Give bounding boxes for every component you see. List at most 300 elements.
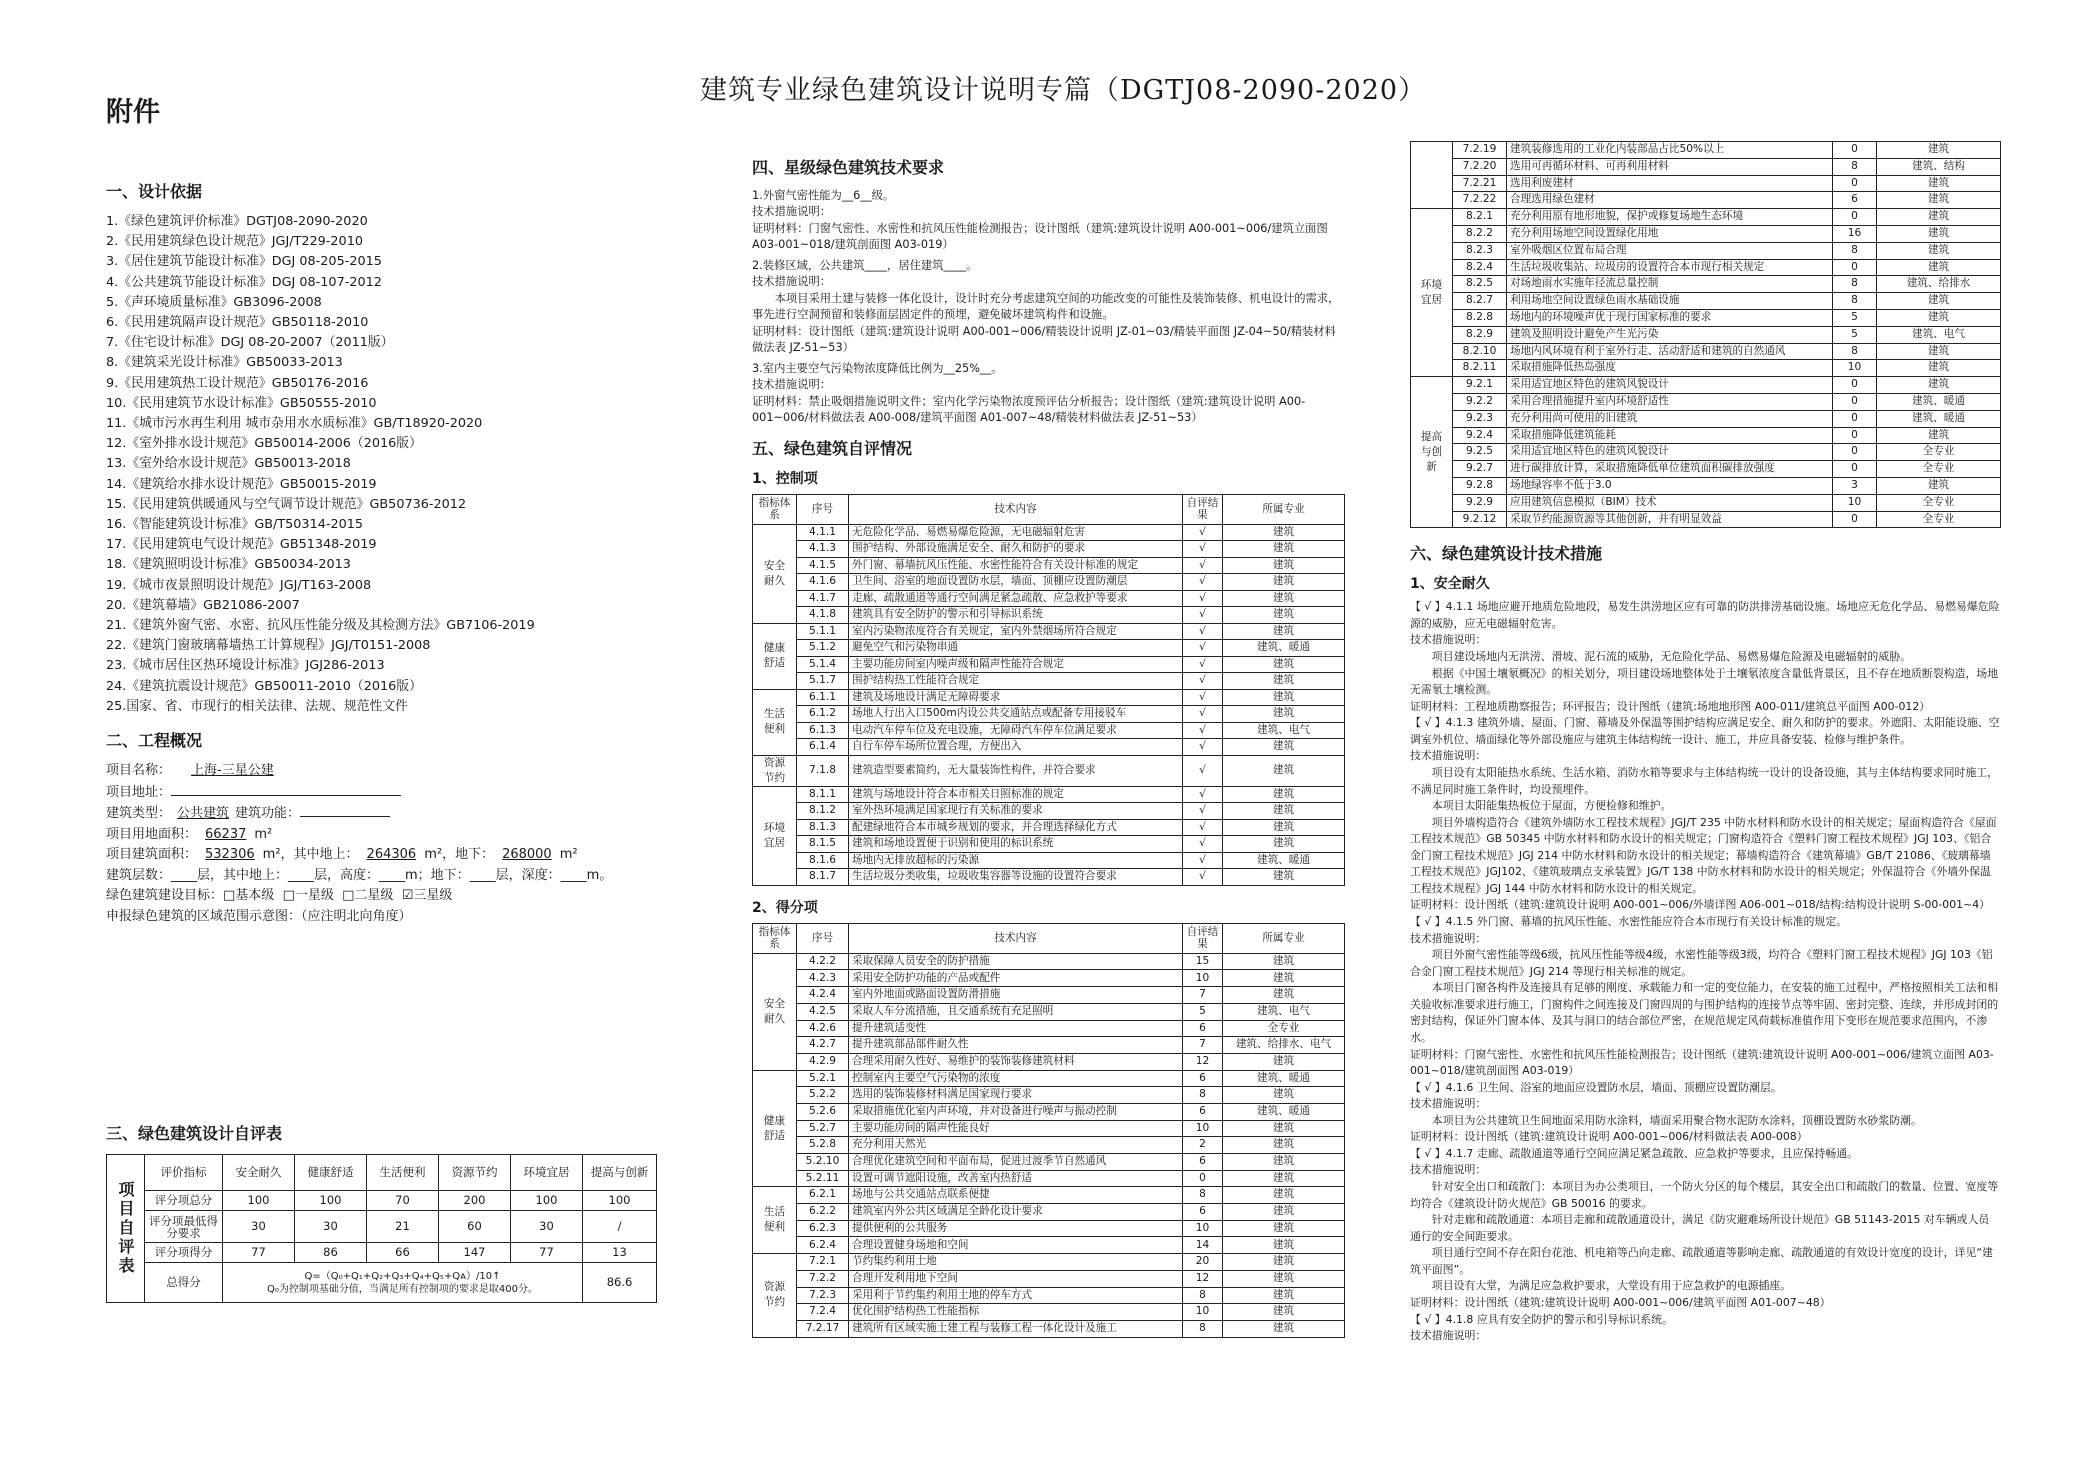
text-line: 3.室内主要空气污染物浓度降低比例为__25%__。 (752, 361, 1003, 375)
col-header: 环境宜居 (511, 1155, 583, 1191)
table-cell: 建筑 (1877, 225, 2001, 242)
table-cell: 建筑 (1223, 557, 1345, 574)
table-row (753, 640, 1345, 657)
underground-label: ，地下： (442, 847, 495, 863)
table-cell: √ (1183, 869, 1223, 886)
table-cell: 建筑 (1223, 1220, 1345, 1237)
list-item: 11.《城市污水再生利用 城市杂用水水质标准》GB/T18920-2020 (106, 416, 483, 432)
scope-line: 申报绿色建筑的区域范围示意图：（应注明北向角度） (106, 908, 412, 924)
page-title: 建筑专业绿色建筑设计说明专篇（DGTJ08-2090-2020） (700, 75, 1427, 106)
text-line: 项目设有大堂，为满足应急救护要求，大堂设有用于应急救护的电源插座。 (1431, 1279, 1792, 1293)
table-cell: 采用合理措施提升室内环境舒适性 (1507, 393, 1833, 410)
table-cell: 建筑 (1223, 656, 1345, 673)
table-cell: 20 (1183, 1254, 1223, 1271)
table-cell: 4.1.8 (797, 607, 849, 624)
group-label: 健康舒适 (753, 1070, 797, 1187)
table-row (753, 574, 1345, 591)
table-cell: 采取措施降低建筑能耗 (1507, 427, 1833, 444)
table-cell: 建筑 (1223, 953, 1345, 970)
table-cell: 评分项总分 (145, 1191, 223, 1211)
table-cell: 建筑 (1223, 1154, 1345, 1171)
table-cell: 选用可再循环材料、可再利用材料 (1507, 158, 1833, 175)
table-cell: 5.1.7 (797, 673, 849, 690)
table-cell: 全专业 (1877, 511, 2001, 528)
table-cell: 5.2.11 (797, 1170, 849, 1187)
table-row (1411, 393, 2001, 410)
table-row (753, 1120, 1345, 1137)
table-cell: 合理设置健身场地和空间 (849, 1237, 1183, 1254)
table-cell: 利用场地空间设置绿色雨水基础设施 (1507, 293, 1833, 310)
table-cell: 4.1.5 (797, 557, 849, 574)
table-cell: √ (1183, 755, 1223, 786)
project-address-blank (171, 782, 401, 796)
table-cell: 4.2.5 (797, 1003, 849, 1020)
table-cell: 8.1.6 (797, 852, 849, 869)
section3-heading: 三、绿色建筑设计自评表 (106, 1124, 283, 1143)
table-row (753, 1070, 1345, 1087)
text-line: 【 √ 】4.1.7 走廊、疏散通道等通行空间应满足紧急疏散、应急救护等要求，且应保持畅通。 (1410, 1146, 1858, 1160)
table-cell: 8.2.9 (1453, 326, 1507, 343)
table-cell: 9.2.2 (1453, 393, 1507, 410)
col-header: 技术内容 (849, 494, 1183, 524)
table-cell: 9.2.9 (1453, 494, 1507, 511)
text-line: 证明材料：设计图纸（建筑:建筑设计说明 A00-001~006/建筑平面图 A01-007~48） (1410, 1295, 1831, 1309)
table-cell: 全专业 (1877, 444, 2001, 461)
table-cell: 建筑、电气 (1223, 722, 1345, 739)
table-cell: 无危险化学品、易燃易爆危险源，无电磁辐射危害 (849, 524, 1183, 541)
table-cell: 评分项得分 (145, 1243, 223, 1263)
section4-heading: 四、星级绿色建筑技术要求 (752, 158, 945, 177)
text-line: 本项目采用土建与装修一体化设计，设计时充分考虑建筑空间的功能改变的可能性及装饰装修、机电设计的需求，事先进行空洞预留和装修面层固定件的预埋，避免破坏建筑构件和设施。 (752, 291, 1340, 322)
table-cell: 5.2.1 (797, 1070, 849, 1087)
table-row (753, 819, 1345, 836)
table-cell: 合理采用耐久性好、易维护的装饰装修建筑材料 (849, 1053, 1183, 1070)
table-cell: 采取措施优化室内声环境，并对设备进行噪声与振动控制 (849, 1103, 1183, 1120)
table-cell: 建筑 (1223, 524, 1345, 541)
table-cell: √ (1183, 640, 1223, 657)
table-cell: 0 (1833, 377, 1877, 394)
list-item: 15.《民用建筑供暖通风与空气调节设计规范》GB50736-2012 (106, 496, 467, 512)
table-cell: 建筑 (1877, 360, 2001, 377)
table-cell: 建筑 (1223, 1237, 1345, 1254)
table-cell: 建筑 (1877, 175, 2001, 192)
table-cell: 生活垃圾收集站、垃圾房的设置符合本市现行相关规定 (1507, 259, 1833, 276)
table-cell: √ (1183, 623, 1223, 640)
table-row (753, 852, 1345, 869)
list-item: 18.《建筑照明设计标准》GB50034-2013 (106, 557, 351, 573)
text-line: 项目外墙构造符合《建筑外墙防水工程技术规程》JGJ/T 235 中防水材料和防水设计的相关规定；屋面构造符合《屋面工程技术规范》GB 50345 中防水材料和防水设计的相关规定；门窗构造符合《塑料门窗工程技术规程》JGJ 103、《铝合金门窗工程技术规范》JGJ 214 中防水材料和防水设计的相关规定；幕墙构造符合《建筑幕墙》GB/T 21086、《玻璃幕墙工程技术规范》JGJ102、《建筑玻璃点支承装置》JG/T 138 中防水材料和防水设计的相关规定；外保温符合《外墙外保温工程技术规程》JGJ 144 中防水材料和防水设计的相关规定。 (1410, 815, 1997, 895)
table-cell: 16 (1833, 225, 1877, 242)
table-row (753, 1254, 1345, 1271)
table-cell: 7.2.1 (797, 1254, 849, 1271)
table-cell: 200 (439, 1191, 511, 1211)
list-item: 6.《民用建筑隔声设计规范》GB50118-2010 (106, 315, 369, 331)
table-cell: 77 (511, 1243, 583, 1263)
target-basic[interactable]: □基本级 (223, 888, 275, 904)
table-cell: 0 (1833, 444, 1877, 461)
text-line: 技术措施说明： (1410, 633, 1487, 647)
col-header: 生活便利 (367, 1155, 439, 1191)
text-line: 技术措施说明： (1410, 1329, 1487, 1343)
text-line: 技术措施说明： (752, 205, 832, 219)
building-function-blank (300, 803, 390, 817)
table-cell: 建筑、给排水 (1877, 276, 2001, 293)
table-cell: 8.2.2 (1453, 225, 1507, 242)
table-row (1411, 410, 2001, 427)
table-row (1411, 511, 2001, 528)
col-header: 健康舒适 (295, 1155, 367, 1191)
control-items-table (752, 494, 1345, 886)
text-line: 证明材料：门窗气密性、水密性和抗风压性能检测报告；设计图纸（建筑:建筑设计说明 A00-001~006/建筑立面图 A03-001~018/建筑剖面图 A03-019） (752, 221, 1328, 252)
table-row (1411, 377, 2001, 394)
table-cell: 4.2.7 (797, 1037, 849, 1054)
table-cell: 采用适宜地区特色的建筑风貌设计 (1507, 444, 1833, 461)
table-cell: 30 (295, 1211, 367, 1243)
table-cell: 建筑 (1223, 1204, 1345, 1221)
text-line: 技术措施说明： (1410, 1097, 1487, 1111)
table-row (753, 755, 1345, 786)
table-cell: 建筑 (1223, 590, 1345, 607)
table-row (753, 1170, 1345, 1187)
table-cell: 节约集约利用土地 (849, 1254, 1183, 1271)
table-cell: 建筑 (1223, 673, 1345, 690)
table-cell: 采用安全防护功能的产品或配件 (849, 970, 1183, 987)
table-cell: 5 (1833, 309, 1877, 326)
table-cell: 6.1.3 (797, 722, 849, 739)
list-item: 17.《民用建筑电气设计规范》GB51348-2019 (106, 537, 377, 553)
total-score-value: 86.6 (583, 1263, 657, 1303)
table-row (1411, 461, 2001, 478)
table-row (753, 623, 1345, 640)
table-cell: 建筑、暖通 (1223, 852, 1345, 869)
table-cell: √ (1183, 541, 1223, 558)
above-ground-label: ，其中地上： (280, 847, 359, 863)
table-row (1411, 343, 2001, 360)
table-cell: 6 (1183, 1103, 1223, 1120)
table-row (753, 786, 1345, 803)
target-two-star[interactable]: □二星级 (342, 888, 394, 904)
table-cell: 6.1.4 (797, 739, 849, 756)
floors-line: 建筑层数：____层，其中地上：____层，高度：____m；地下：____层，深度：____m。 (106, 867, 613, 883)
table-cell: 0 (1833, 410, 1877, 427)
table-cell: 场地绿容率不低于3.0 (1507, 477, 1833, 494)
table-cell: 自行车停车场所位置合理，方便出入 (849, 739, 1183, 756)
table-cell: 合理开发利用地下空间 (849, 1270, 1183, 1287)
text-line: 技术措施说明： (1410, 1163, 1487, 1177)
table-cell: 0 (1833, 209, 1877, 226)
table-cell: 建筑 (1223, 755, 1345, 786)
list-item: 16.《智能建筑设计标准》GB/T50314-2015 (106, 517, 364, 533)
table-row (753, 1037, 1345, 1054)
table-cell: 充分利用原有地形地貌，保护或修复场地生态环境 (1507, 209, 1833, 226)
table-row (753, 1320, 1345, 1337)
table-cell: 0 (1833, 461, 1877, 478)
table-row (1411, 494, 2001, 511)
target-three-star[interactable]: ☑三星级 (401, 888, 453, 904)
table-cell: 建筑 (1223, 1320, 1345, 1337)
table-cell: √ (1183, 803, 1223, 820)
formula-line-1: Q=（Q₀+Q₁+Q₂+Q₃+Q₄+Q₅+Qᴀ）/10↑ (304, 1270, 501, 1282)
table-row (753, 803, 1345, 820)
text-line: 本项目门窗各构件及连接具有足够的刚度、承载能力和一定的变位能力，在安装的施工过程中，严格按照相关工法和相关验收标准要求进行施工，门窗构件之间连接及门窗四周的与围护结构的连接节点等牢固、密封完整、连续，并形成封闭的密封结构，保证外门窗本体、及其与洞口的结合部位严密，在规范规定风荷载标准值作用下变形在规范要求范围内，不渗水。 (1410, 981, 1999, 1044)
table-cell: 建筑、暖通 (1877, 410, 2001, 427)
table-cell: 全专业 (1223, 1020, 1345, 1037)
control-items-heading: 1、控制项 (752, 470, 818, 487)
table-row (753, 836, 1345, 853)
right-column (1410, 141, 2000, 1345)
table-cell: 建筑 (1223, 1137, 1345, 1154)
table-row (753, 987, 1345, 1004)
list-item: 5.《声环境质量标准》GB3096-2008 (106, 294, 322, 310)
col-header: 评价指标 (145, 1155, 223, 1191)
table-row (753, 1003, 1345, 1020)
table-cell: 6 (1183, 1154, 1223, 1171)
table-cell: 10 (1183, 970, 1223, 987)
table-cell: 建筑 (1877, 142, 2001, 159)
table-cell: 配建绿地符合本市城乡规划的要求，并合理选择绿化方式 (849, 819, 1183, 836)
table-row (753, 1103, 1345, 1120)
table-cell: 建筑 (1223, 1187, 1345, 1204)
table-cell: 0 (1833, 393, 1877, 410)
table-cell: 9.2.7 (1453, 461, 1507, 478)
table-cell: 9.2.12 (1453, 511, 1507, 528)
table-cell: 建筑 (1223, 786, 1345, 803)
table-row (1411, 427, 2001, 444)
list-item: 23.《城市居住区热环境设计标准》JGJ286-2013 (106, 658, 385, 674)
table-cell: 3 (1833, 477, 1877, 494)
table-cell: 60 (439, 1211, 511, 1243)
table-cell: 5.1.4 (797, 656, 849, 673)
text-line: 【 √ 】4.1.3 建筑外墙、屋面、门窗、幕墙及外保温等围护结构应满足安全、耐久和防护的要求。外遮阳、太阳能设施、空调室外机位、墙面绿化等外部设施应与建筑主体结构统一设计、施工，并应具备安装、检修与维护条件。 (1410, 716, 2000, 746)
text-line: 技术措施说明： (752, 275, 832, 289)
table-cell: 8.2.8 (1453, 309, 1507, 326)
land-area-value: 66237 (205, 826, 247, 842)
group-label: 健康舒适 (753, 623, 797, 689)
table-row (753, 1270, 1345, 1287)
text-line: 项目建设场地内无洪涝、滑坡、泥石流的威胁，无危险化学品、易燃易爆危险源及电磁辐射的威胁。 (1431, 650, 1911, 664)
table-cell: 100 (511, 1191, 583, 1211)
table-cell: 10 (1183, 1220, 1223, 1237)
table-cell: 建筑、暖通 (1223, 1103, 1345, 1120)
table-cell: 建筑、结构 (1877, 158, 2001, 175)
table-cell: 8 (1833, 158, 1877, 175)
table-cell: 8 (1833, 242, 1877, 259)
table-cell: 建筑、暖通 (1877, 393, 2001, 410)
table-cell: 卫生间、浴室的地面设置防水层，墙面、顶棚应设置防潮层 (849, 574, 1183, 591)
building-type-value: 公共建筑 (177, 806, 230, 822)
list-item: 14.《建筑给水排水设计规范》GB50015-2019 (106, 476, 377, 492)
table-cell: 5 (1833, 326, 1877, 343)
table-row (1411, 242, 2001, 259)
table-cell: 5.2.2 (797, 1087, 849, 1104)
table-cell: 12 (1183, 1053, 1223, 1070)
list-item: 20.《建筑幕墙》GB21086-2007 (106, 597, 300, 613)
table-cell: √ (1183, 852, 1223, 869)
table-cell: 0 (1833, 259, 1877, 276)
group-label: 安全耐久 (753, 953, 797, 1070)
table-cell: √ (1183, 607, 1223, 624)
text-line: 【 √ 】4.1.6 卫生间、浴室的地面应设置防水层，墙面、顶棚应设置防潮层。 (1410, 1080, 1782, 1094)
group-label: 资源节约 (753, 1254, 797, 1337)
table-cell: 采取节约能源资源等其他创新，并有明显效益 (1507, 511, 1833, 528)
table-cell: 围护结构、外部设施满足安全、耐久和防护的要求 (849, 541, 1183, 558)
text-line: 根据《中国土壤氡概况》的相关划分，项目建设场地整体处于土壤氡浓度含量低背景区，且不存在地质断裂构造，场地无需氡土壤检测。 (1410, 666, 1999, 697)
table-cell: 主要功能房间室内噪声级和隔声性能符合规定 (849, 656, 1183, 673)
table-cell: 77 (223, 1243, 295, 1263)
appendix-label: 附件 (106, 97, 160, 128)
table-cell: 建筑 (1223, 1087, 1345, 1104)
table-cell: 0 (1183, 1170, 1223, 1187)
table-cell: 全专业 (1877, 461, 2001, 478)
table-cell: 8.1.1 (797, 786, 849, 803)
table-cell: 7 (1183, 987, 1223, 1004)
table-cell: 建筑、暖通 (1223, 1070, 1345, 1087)
col-header: 所属专业 (1223, 923, 1345, 953)
table-cell: 6 (1833, 192, 1877, 209)
text-line: 证明材料：设计图纸（建筑:建筑设计说明 A00-001~006/精装设计说明 JZ-01~03/精装平面图 JZ-04~50/精装材料做法表 JZ-51~53） (752, 324, 1336, 355)
text-line: 技术措施说明： (752, 378, 832, 392)
table-cell: 建筑 (1223, 689, 1345, 706)
table-cell: 建筑 (1877, 293, 2001, 310)
table-cell: 8.1.5 (797, 836, 849, 853)
table-cell: 7.1.8 (797, 755, 849, 786)
table-cell: 避免空气和污染物串通 (849, 640, 1183, 657)
table-cell: 6 (1183, 1020, 1223, 1037)
table-cell: 9.2.3 (1453, 410, 1507, 427)
table-cell: 建筑 (1223, 803, 1345, 820)
table-row (753, 869, 1345, 886)
table-row (753, 953, 1345, 970)
section1-heading: 一、设计依据 (106, 182, 203, 201)
target-label: 绿色建筑建设目标： (106, 888, 224, 904)
table-row (1411, 158, 2001, 175)
table-cell: √ (1183, 706, 1223, 723)
table-cell: 充分利用尚可使用的旧建筑 (1507, 410, 1833, 427)
star-requirements-text (752, 188, 1344, 427)
table-cell: 建筑 (1223, 706, 1345, 723)
table-cell: 采用适宜地区特色的建筑风貌设计 (1507, 377, 1833, 394)
table-row (1411, 259, 2001, 276)
table-cell: √ (1183, 524, 1223, 541)
list-item: 7.《住宅设计标准》DGJ 08-20-2007（2011版） (106, 335, 394, 351)
table-cell: 对场地雨水实施年径流总量控制 (1507, 276, 1833, 293)
table-cell: 场地与公共交通站点联系便捷 (849, 1187, 1183, 1204)
table-cell: 5.2.7 (797, 1120, 849, 1137)
table-row (753, 1053, 1345, 1070)
table-cell: 电动汽车停车位及充电设施，无障碍汽车停车位满足要求 (849, 722, 1183, 739)
table-cell: 4.1.7 (797, 590, 849, 607)
table-cell: 合理选用绿色建材 (1507, 192, 1833, 209)
table-cell: 控制室内主要空气污染物的浓度 (849, 1070, 1183, 1087)
table-cell: 86 (295, 1243, 367, 1263)
table-cell: 8.1.3 (797, 819, 849, 836)
table-cell: 30 (511, 1211, 583, 1243)
table-cell: 建筑 (1223, 574, 1345, 591)
group-label: 提高与创新 (1411, 377, 1453, 528)
text-line: 2.装修区域，公共建筑____，居住建筑____。 (752, 258, 978, 272)
above-unit: m² (424, 847, 443, 863)
self-eval-table (106, 1154, 657, 1303)
table-cell: 4.2.4 (797, 987, 849, 1004)
table-cell: 7.2.2 (797, 1270, 849, 1287)
table-cell: 8 (1833, 293, 1877, 310)
table-cell: 采取保障人员安全的防护措施 (849, 953, 1183, 970)
table-cell: 建筑 (1877, 242, 2001, 259)
table-cell: 优化围护结构热工性能指标 (849, 1304, 1183, 1321)
table-row (1411, 192, 2001, 209)
col-header: 安全耐久 (223, 1155, 295, 1191)
table-cell: √ (1183, 656, 1223, 673)
table-row (753, 1154, 1345, 1171)
table-cell: 147 (439, 1243, 511, 1263)
table-cell: 充分利用天然光 (849, 1137, 1183, 1154)
target-one-star[interactable]: □一星级 (282, 888, 334, 904)
table-cell: 建筑 (1223, 541, 1345, 558)
text-line: 证明材料：工程地质勘察报告；环评报告；设计图纸（建筑:场地地形图 A00-011/建筑总平面图 A00-012） (1410, 699, 1931, 713)
table-cell: 走廊、疏散通道等通行空间满足紧急疏散、应急救护等要求 (849, 590, 1183, 607)
land-area-label: 项目用地面积： (106, 826, 198, 842)
land-area-unit: m² (254, 826, 273, 842)
table-cell: 4.2.2 (797, 953, 849, 970)
table-cell: 0 (1833, 175, 1877, 192)
table-cell: 4.1.6 (797, 574, 849, 591)
table-row (753, 656, 1345, 673)
table-row (1411, 142, 2001, 159)
table-cell: 8 (1833, 343, 1877, 360)
table-row (753, 706, 1345, 723)
table-cell: 6.2.3 (797, 1220, 849, 1237)
table-cell: 外门窗、幕墙抗风压性能、水密性能符合有关设计标准的规定 (849, 557, 1183, 574)
table-cell: √ (1183, 557, 1223, 574)
table-row (753, 689, 1345, 706)
table-cell: 充分利用场地空间设置绿化用地 (1507, 225, 1833, 242)
table-cell: 室外吸烟区位置布局合理 (1507, 242, 1833, 259)
table-cell: 7.2.17 (797, 1320, 849, 1337)
table-row (753, 739, 1345, 756)
table-row (753, 541, 1345, 558)
table-cell: 7.2.3 (797, 1287, 849, 1304)
col-header: 指标体系 (753, 923, 797, 953)
text-line: 【 √ 】4.1.5 外门窗、幕墙的抗风压性能、水密性能应符合本市现行有关设计标准的规定。 (1410, 915, 1848, 929)
table-cell: 7.2.4 (797, 1304, 849, 1321)
table-row (753, 557, 1345, 574)
table-cell: 围护结构热工性能符合规定 (849, 673, 1183, 690)
table-cell: 提供便利的公共服务 (849, 1220, 1183, 1237)
text-line: 针对安全出口和疏散门：本项目为办公类项目，一个防火分区的每个楼层，其安全出口和疏散门的数量、位置、宽度等均符合《建筑设计防火规范》GB 50016 的要求。 (1410, 1180, 1999, 1210)
text-line: 项目通行空间不存在阳台花池、机电箱等凸向走廊、疏散通道等影响走廊、疏散通道的有效设计宽度的设计，详见“建筑平面图”。 (1410, 1246, 1993, 1276)
list-item: 25.国家、省、市现行的相关法律、法规、规范性文件 (106, 698, 408, 714)
text-line: 证明材料：设计图纸（建筑:建筑设计说明 A00-001~006/材料做法表 A00-008） (1410, 1130, 1808, 1144)
table-cell: 7.2.22 (1453, 192, 1507, 209)
table-row (753, 970, 1345, 987)
text-line: 本项目为公共建筑卫生间地面采用防水涂料，墙面采用聚合物水泥防水涂料，顶棚设置防水砂浆防潮。 (1431, 1113, 1922, 1127)
table-cell: 8 (1833, 276, 1877, 293)
list-item: 22.《建筑门窗玻璃幕墙热工计算规程》JGJ/T0151-2008 (106, 638, 431, 654)
table-cell: √ (1183, 739, 1223, 756)
text-line: 技术措施说明： (1410, 931, 1487, 945)
list-item: 9.《民用建筑热工设计规范》GB50176-2016 (106, 375, 369, 391)
text-line: 项目外窗气密性能等级6级，抗风压性能等级4级，水密性能等级3级，均符合《塑料门窗工程技术规程》JGJ 103《铝合金门窗工程技术规范》JGJ 214 等现行相关标准的规定。 (1410, 948, 1993, 978)
table-cell: 建筑 (1877, 377, 2001, 394)
score-items-table-continued (1410, 141, 2001, 528)
table-cell: 10 (1183, 1120, 1223, 1137)
table-cell: 0 (1833, 511, 1877, 528)
table-cell: 进行碳排放计算，采取措施降低单位建筑面积碳排放强度 (1507, 461, 1833, 478)
table-row (753, 722, 1345, 739)
col-header: 资源节约 (439, 1155, 511, 1191)
table-cell: 14 (1183, 1237, 1223, 1254)
text-line: 【 √ 】4.1.1 场地应避开地质危险地段，易发生洪涝地区应有可靠的防洪排涝基础设施。场地应无危化学品、易燃易爆危险源的威胁，应无电磁辐射危害。 (1410, 600, 2000, 630)
